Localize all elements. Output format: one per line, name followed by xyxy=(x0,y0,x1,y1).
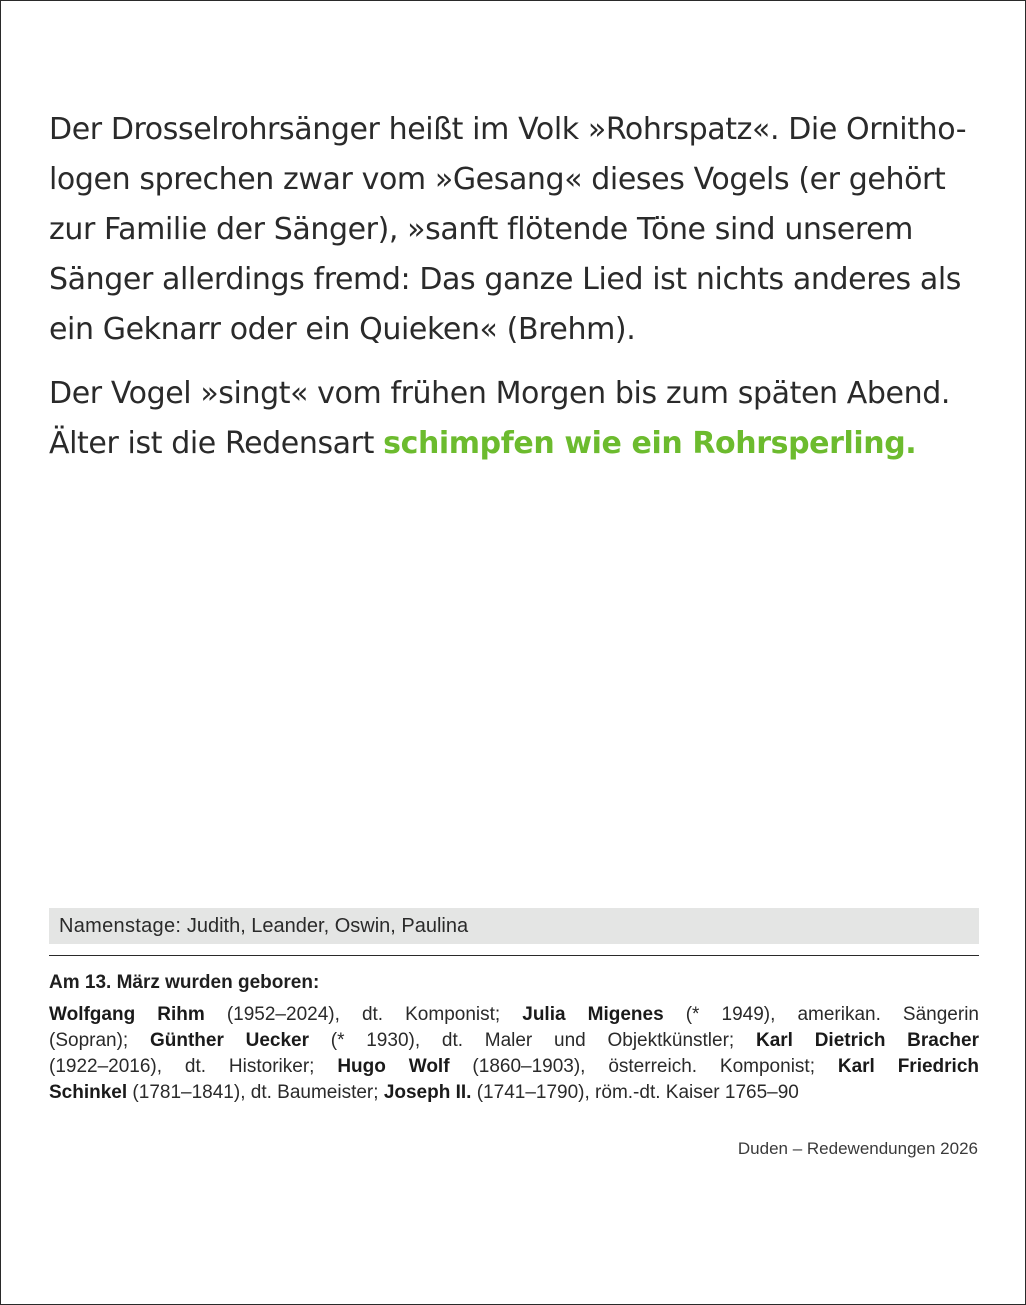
born-line xyxy=(49,1054,979,1080)
person-name: Karl Friedrich xyxy=(837,1056,979,1077)
person-name: Schinkel xyxy=(49,1082,128,1103)
person-name: Hugo Wolf xyxy=(337,1056,450,1077)
born-heading: Am 13. März wurden geboren: xyxy=(49,972,320,993)
person-info: (1952–2024), dt. Komponist; xyxy=(204,1004,523,1025)
name-days-list: Judith, Leander, Oswin, Paulina xyxy=(181,915,469,937)
person-name: Julia Migenes xyxy=(522,1004,664,1025)
paragraph-2-line xyxy=(49,419,984,469)
name-days-label: Namenstage: xyxy=(59,915,182,937)
paragraph-2 xyxy=(49,369,984,469)
person-name: Joseph II. xyxy=(383,1082,472,1103)
paragraph-1-line: zur Familie der Sänger), »sanft flötende Töne sind unserem xyxy=(49,212,913,247)
idiom-highlight: schimpfen wie ein Rohrsperling. xyxy=(383,426,917,461)
born-line xyxy=(49,1028,979,1054)
section-divider xyxy=(49,955,979,956)
born-line xyxy=(49,1080,979,1106)
person-info: (Sopran); xyxy=(49,1030,150,1051)
person-name: Karl Dietrich Bracher xyxy=(755,1030,980,1051)
person-info: (* 1930), dt. Maler und Objektkünstler; xyxy=(309,1030,756,1051)
person-name: Günther Uecker xyxy=(149,1030,309,1051)
footer-credit: Duden – Redewendungen 2026 xyxy=(737,1139,978,1158)
born-list xyxy=(49,1002,979,1106)
paragraph-1-line: logen sprechen zwar vom »Gesang« dieses Vogels (er gehört xyxy=(49,162,946,197)
paragraph-1 xyxy=(49,105,984,355)
person-name: Wolfgang Rihm xyxy=(49,1004,205,1025)
person-info: (1860–1903), österreich. Komponist; xyxy=(449,1056,838,1077)
paragraph-2-line: Der Vogel »singt« vom frühen Morgen bis zum späten Abend. xyxy=(49,376,950,411)
paragraph-1-line: Sänger allerdings fremd: Das ganze Lied ist nichts anderes als xyxy=(49,262,962,297)
main-text xyxy=(49,105,984,469)
person-info: (* 1949), amerikan. Sängerin xyxy=(663,1004,979,1025)
person-info: (1741–1790), röm.-dt. Kaiser 1765–90 xyxy=(471,1082,799,1103)
born-line xyxy=(49,1002,979,1028)
person-info: (1781–1841), dt. Baumeister; xyxy=(127,1082,384,1103)
paragraph-1-line: Der Drosselrohrsänger heißt im Volk »Rohrspatz«. Die Ornitho- xyxy=(49,112,967,147)
paragraph-1-line: ein Geknarr oder ein Quieken« (Brehm). xyxy=(49,312,636,347)
person-info: (1922–2016), dt. Historiker; xyxy=(49,1056,338,1077)
paragraph-2-prefix: Älter ist die Redensart xyxy=(49,426,384,461)
name-days-bar xyxy=(49,908,979,944)
